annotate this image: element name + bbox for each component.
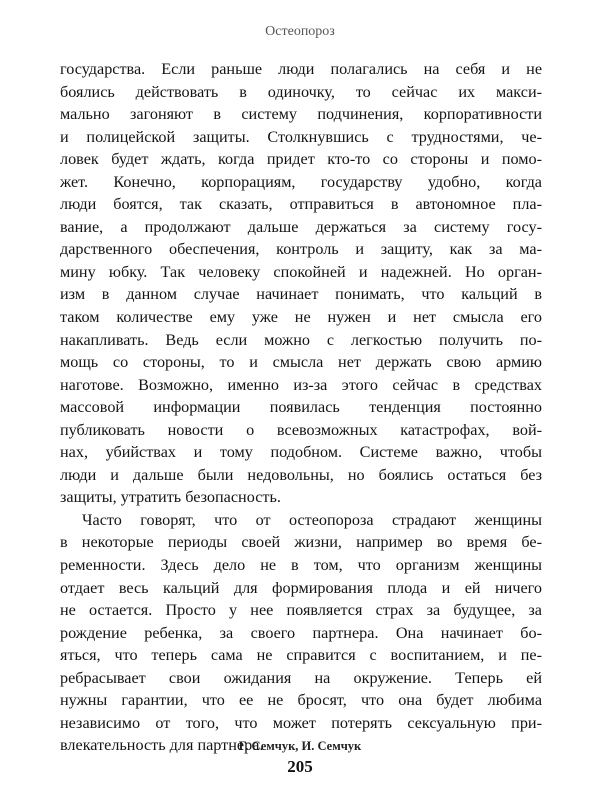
text-line: мально загоняют в систему подчинения, корпоративности	[60, 105, 542, 124]
text-line: жет. Конечно, корпорациям, государству удобно, когда	[60, 172, 542, 191]
text-line: отдает весь кальций для формирования плода и ей ничего	[60, 578, 542, 597]
text-line: независимо от того, что может потерять сексуальную при-	[60, 713, 542, 732]
text-line: люди боятся, так сказать, отправиться в автономное пла-	[60, 195, 542, 214]
text-line: изм в данном случае начинает понимать, что кальций в	[60, 285, 542, 304]
text-line: яться, что теперь сама не справится с воспитанием, и пе-	[60, 646, 542, 665]
text-line: рождение ребенка, за своего партнера. Она начинает бо-	[60, 623, 542, 642]
footer-authors: Г. Семчук, И. Семчук	[238, 739, 362, 753]
text-line: Часто говорят, что от остеопороза страдают женщины	[82, 510, 542, 529]
text-line: защиты, утратить безопасность.	[60, 488, 281, 507]
text-line: вание, а продолжают дальше держаться за систему госу-	[60, 217, 542, 236]
text-line: ловек будет ждать, когда придет кто-то со стороны и помо-	[60, 150, 542, 169]
text-line: ребрасывает свои ожидания на окружение. Теперь ей	[60, 668, 542, 687]
text-line: мину юбку. Так человеку спокойней и надежней. Но орган-	[60, 262, 542, 281]
text-line: дарственного обеспечения, контроль и защиту, как за ма-	[60, 240, 542, 259]
text-line: наготове. Возможно, именно из-за этого сейчас в средствах	[60, 375, 542, 394]
text-line: и полицейской защиты. Столкнувшись с трудностями, че-	[60, 127, 542, 146]
text-line: влекательность для партнера.	[60, 736, 264, 755]
paragraph-1	[60, 58, 542, 509]
text-line: массовой информации появилась тенденция постоянно	[60, 398, 542, 417]
text-line: нужны гарантии, что ее не бросят, что она будет любима	[60, 691, 542, 710]
text-line: нах, убийствах и тому подобном. Системе важно, чтобы	[60, 443, 542, 462]
text-line: ременности. Здесь дело не в том, что организм женщины	[60, 556, 542, 575]
running-title: Остеопороз	[265, 24, 335, 39]
text-line: боялись действовать в одиночку, то сейчас их макси-	[60, 82, 542, 101]
text-line: накапливать. Ведь если можно с легкостью получить по-	[60, 330, 542, 349]
text-line: люди и дальше были недовольны, но боялись остаться без	[60, 465, 542, 484]
text-line: не остается. Просто у нее появляется страх за будущее, за	[60, 601, 542, 620]
text-line: таком количестве ему уже не нужен и нет смысла его	[60, 308, 542, 327]
body-text	[60, 58, 542, 757]
text-line: публиковать новости о всевозможных катастрофах, вой-	[60, 420, 542, 439]
page-number: 205	[287, 757, 313, 776]
text-line: в некоторые периоды своей жизни, например во время бе-	[60, 533, 542, 552]
text-line: мощь со стороны, то и смысла нет держать свою армию	[60, 353, 542, 372]
paragraph-2	[60, 509, 542, 757]
text-line: государства. Если раньше люди полагались на себя и не	[60, 60, 542, 78]
